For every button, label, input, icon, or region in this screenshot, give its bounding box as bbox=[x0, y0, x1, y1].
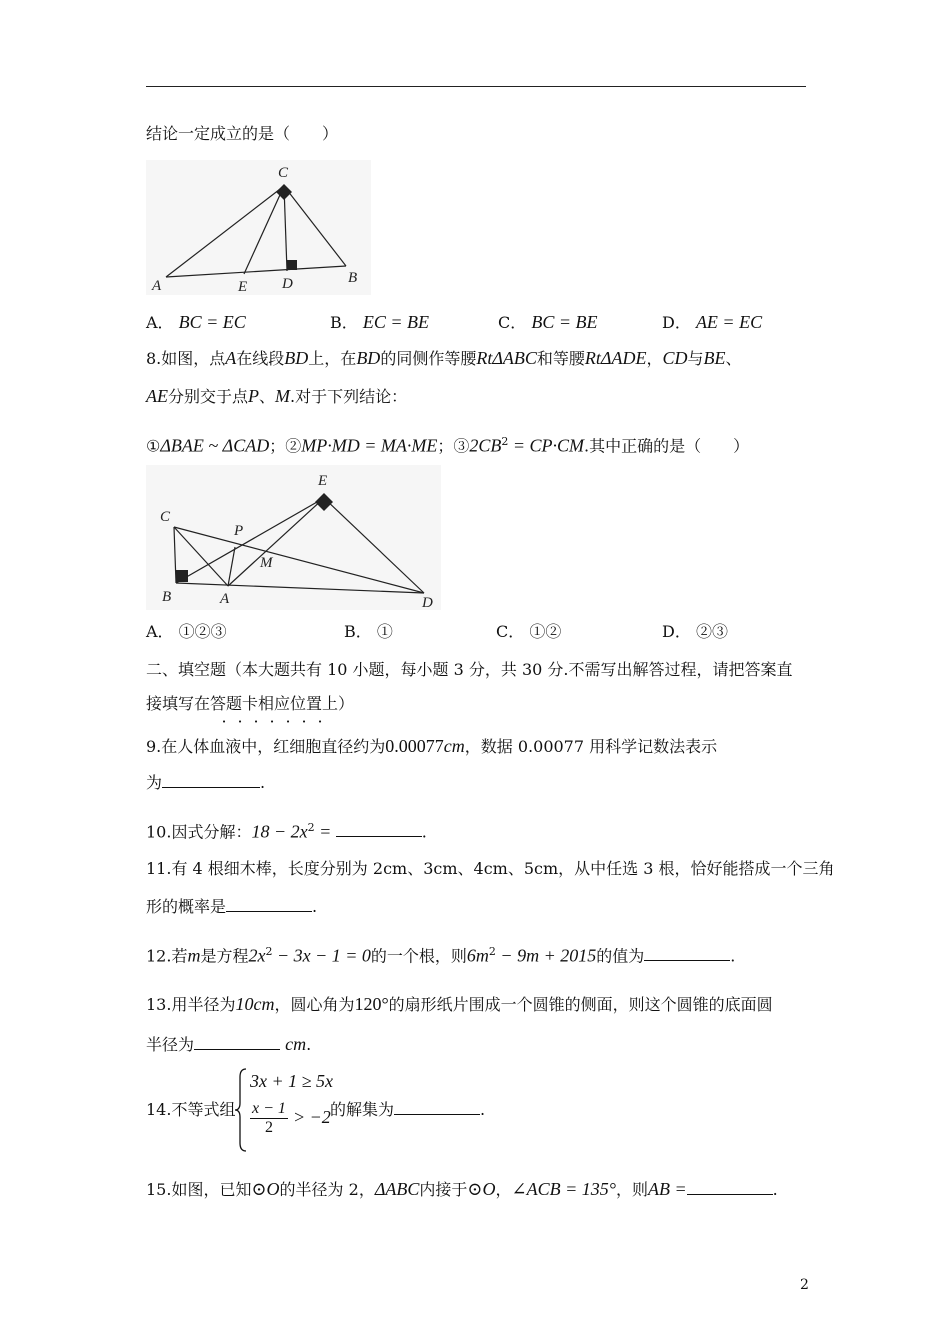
q14-ineq-2: $\frac{x - 1}{2}$ > −2 bbox=[252, 1100, 331, 1136]
q11-answer-blank[interactable] bbox=[226, 895, 312, 912]
q9-line-2: 为 . bbox=[146, 773, 266, 792]
q14-lead: 14.不等式组 bbox=[146, 1100, 236, 1119]
page-number: 2 bbox=[800, 1277, 809, 1293]
q7-option-b: B． EC = BE bbox=[330, 312, 429, 332]
q13-answer-blank[interactable] bbox=[194, 1033, 280, 1050]
q8-label-A: A bbox=[220, 591, 230, 607]
q11-line-2: 形的概率是 . bbox=[146, 897, 318, 916]
q13-line-1: 13.用半径为10cm，圆心角为120°的扇形纸片围成一个圆锥的侧面，则这个圆锥的底面圆 bbox=[146, 994, 773, 1014]
q7-right-angle-D bbox=[287, 260, 297, 270]
q8-label-P: P bbox=[234, 523, 244, 539]
q7-label-B: B bbox=[348, 270, 358, 286]
q14-ineq-1: 3x + 1 ≥ 5x bbox=[250, 1071, 334, 1091]
q8-line-1: 8.如图，点A在线段BD上，在BD的同侧作等腰RtΔABC和等腰RtΔADE，CD与BE、 bbox=[146, 348, 742, 368]
q7-label-E: E bbox=[238, 279, 248, 295]
q11-line-1: 11.有 4 根细木棒，长度分别为 2cm、3cm、4cm、5cm，从中任选 3 根，恰好能搭成一个三角 bbox=[146, 859, 835, 878]
q8-label-E: E bbox=[318, 473, 328, 489]
q7-tail-text: 结论一定成立的是（ ） bbox=[146, 124, 339, 143]
q14-system bbox=[250, 1068, 333, 1137]
q7-figure bbox=[146, 160, 371, 295]
q8-option-a: A． ①②③ bbox=[146, 622, 227, 641]
q9-answer-blank[interactable] bbox=[162, 771, 260, 788]
q14-brace bbox=[234, 1067, 248, 1153]
q8-line-3: ①ΔBAE ~ ΔCAD；②MP·MD = MA·ME；$③2CB^2 = CP\cdot CM$.其中正确的是（ ） bbox=[146, 435, 750, 456]
section2-line-2: 接填写在答题卡相应位置上） bbox=[146, 694, 355, 713]
q7-option-d: D． AE = EC bbox=[662, 312, 763, 332]
q8-label-D: D bbox=[422, 595, 433, 610]
q10-answer-blank[interactable] bbox=[336, 820, 422, 837]
q7-label-D: D bbox=[282, 276, 293, 292]
q10: 10.因式分解：$18 - 2x^2$ = . bbox=[146, 821, 427, 842]
q8-option-c: C． ①② bbox=[496, 622, 562, 641]
q9-line-1: 9.在人体血液中，红细胞直径约为0.00077cm，数据 0.00077 用科学记数法表示 bbox=[146, 736, 718, 756]
q13-line-2: 半径为 cm. bbox=[146, 1034, 312, 1054]
q12: 12.若m是方程$2x^2 - 3x - 1 = 0$的一个根，则$6m^2 - 9m + 2015$的值为 . bbox=[146, 945, 736, 966]
q8-option-d: D． ②③ bbox=[662, 622, 728, 641]
q12-answer-blank[interactable] bbox=[644, 944, 730, 961]
q15-answer-blank[interactable] bbox=[687, 1178, 773, 1195]
q7-label-C: C bbox=[278, 165, 289, 181]
q7-option-a: A． BC = EC bbox=[146, 312, 246, 332]
q8-label-C: C bbox=[160, 509, 171, 525]
q15: 15.如图，已知⊙O的半径为 2，ΔABC内接于⊙O，∠ACB = 135°，则AB = . bbox=[146, 1179, 778, 1199]
header-rule bbox=[146, 86, 806, 87]
q7-label-A: A bbox=[152, 278, 162, 294]
q8-label-M: M bbox=[260, 555, 273, 571]
emphasis-dots: · · · · · · · bbox=[221, 712, 323, 731]
q8-label-B: B bbox=[162, 589, 172, 605]
q8-option-b: B． ① bbox=[344, 622, 393, 641]
q8-line-2: AE分别交于点P、M.对于下列结论： bbox=[146, 386, 408, 406]
q7-option-c: C． BC = BE bbox=[498, 312, 598, 332]
q14-answer-blank[interactable] bbox=[394, 1098, 480, 1115]
q8-right-angle-B bbox=[176, 570, 188, 582]
q8-figure bbox=[146, 465, 441, 610]
section2-line-1: 二、填空题（本大题共有 10 小题，每小题 3 分，共 30 分.不需写出解答过程，请把答案直 bbox=[146, 660, 793, 679]
q14-tail: 的解集为 . bbox=[330, 1100, 486, 1119]
